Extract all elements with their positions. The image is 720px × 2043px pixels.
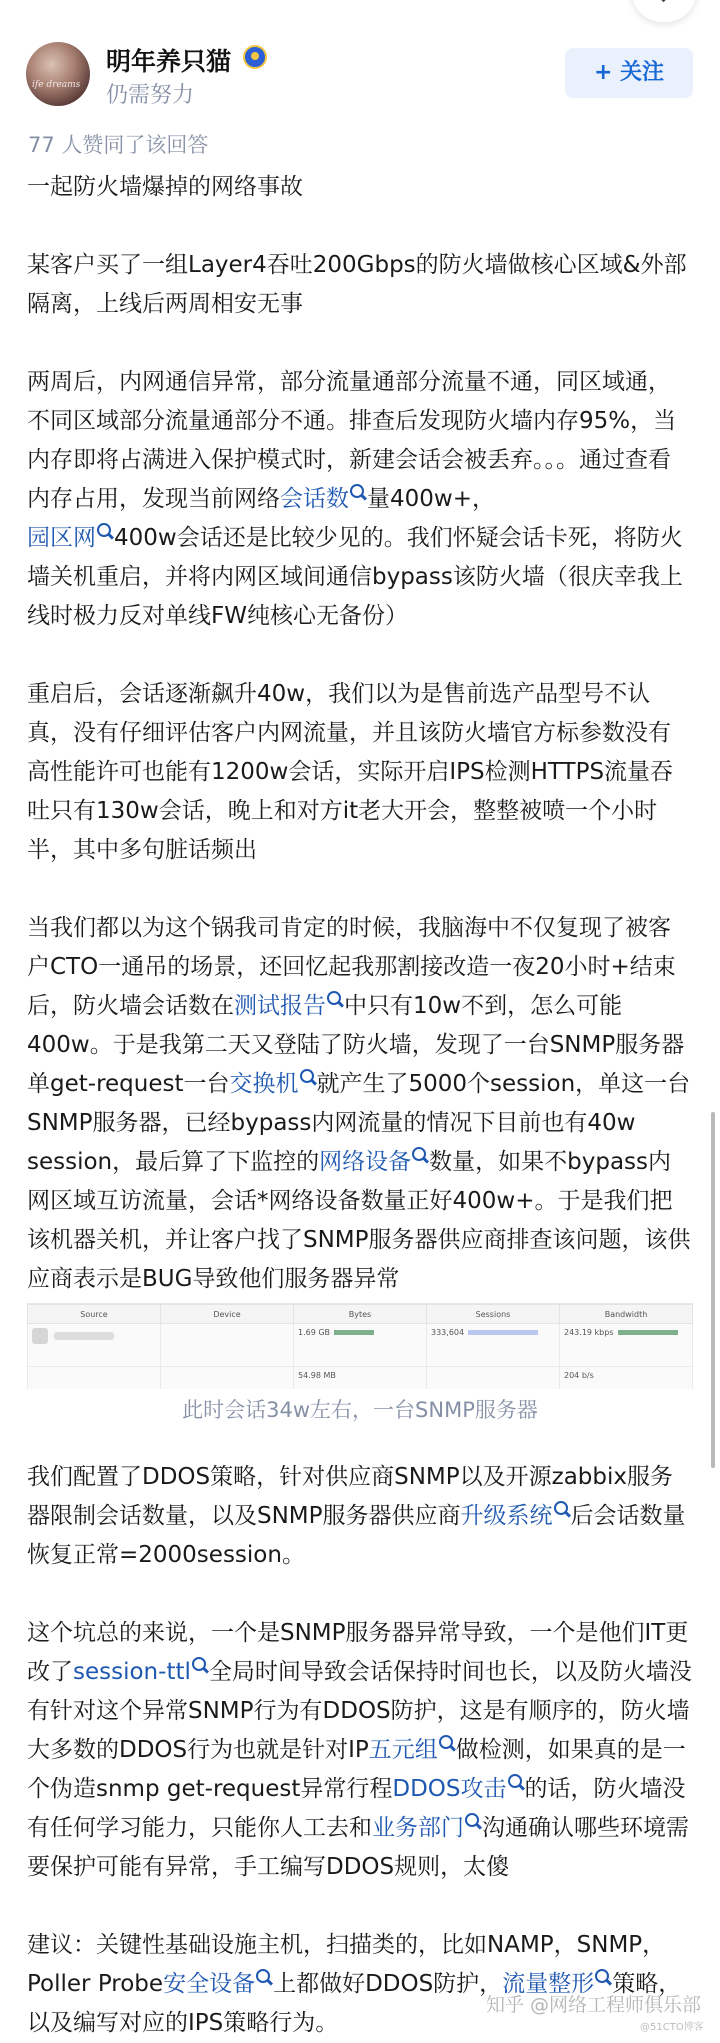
keyword-link[interactable]: 安全设备 xyxy=(163,1971,256,1997)
table-cell xyxy=(294,1324,427,1367)
paragraph-summary xyxy=(27,1614,693,1887)
author-name[interactable]: 明年养只猫 xyxy=(106,47,232,76)
text-span: 这个坑总的来说，一个是SNMP服务器异常导致，一个是他们IT更改了 xyxy=(27,1620,689,1685)
zhihu-watermark: 知乎 @网络工程师俱乐部 xyxy=(486,1994,702,2016)
table-cell xyxy=(560,1324,693,1367)
blog-watermark: @51CTO博客 xyxy=(640,2022,704,2033)
text-span: 上都做好DDOS防护， xyxy=(273,1971,503,1997)
text-span: 量400w+， xyxy=(367,486,495,512)
table-header: Device xyxy=(161,1305,294,1324)
keyword-link[interactable]: 园区网 xyxy=(27,525,96,551)
image-caption: 此时会话34w左右，一台SNMP服务器 xyxy=(182,1398,538,1422)
scrollbar[interactable] xyxy=(711,1112,715,1468)
table-header: Sessions xyxy=(427,1305,560,1324)
table-header: Bytes xyxy=(294,1305,427,1324)
keyword-link[interactable]: 业务部门 xyxy=(372,1815,464,1841)
bandwidth-value: 204 b/s xyxy=(564,1371,594,1380)
paragraph-fix xyxy=(27,1458,693,1575)
search-icon[interactable] xyxy=(97,523,111,537)
user-icon xyxy=(32,1328,48,1344)
likes-count: 77 人赞同了该回答 xyxy=(28,133,209,157)
text-span: 策略，以及编写对应的IPS策略行为。 xyxy=(27,1971,682,2036)
table-cell xyxy=(294,1367,427,1390)
text-span: 就产生了5000个session，单这一台SNMP服务器，已经bypass内网流量的情况下目前也有40w session，最后算了下监控的 xyxy=(27,1071,691,1175)
paragraph-restart: 重启后，会话逐渐飙升40w，我们以为是售前选产品型号不认真，没有仔细评估客户内网流量，并且该防火墙官方标参数没有高性能许可也能有1200w会话，实际开启IPS检测HTTPS流量吞吐只有130w会话，晚上和对方it老大开会，整整被喷一个小时半，其中多句脏话频出 xyxy=(27,681,674,863)
search-icon[interactable] xyxy=(508,1774,522,1788)
table-header: Bandwidth xyxy=(560,1305,693,1324)
text-span: 数量，如果不bypass内网区域互访流量，会话*网络设备数量正好400w+。于是我们把该机器关机，并让客户找了SNMP服务器供应商排查该问题，该供应商表示是BUG导致他们服务器异常 xyxy=(27,1149,691,1292)
table-row xyxy=(28,1324,693,1367)
table-header: Source xyxy=(28,1305,161,1324)
keyword-link[interactable]: session-ttl xyxy=(73,1659,191,1685)
text-span: 中只有10w不到，怎么可能400w。于是我第二天又登陆了防火墙，发现了一台SNMP服务器单get-request一台 xyxy=(27,993,685,1097)
redacted-text xyxy=(54,1332,114,1340)
text-span: 做检测，如果真的是一个伪造snmp get-request异常行程 xyxy=(27,1737,686,1802)
keyword-link[interactable]: 流量整形 xyxy=(502,1971,595,1997)
paragraph-investigation xyxy=(27,909,693,1299)
text-span: 当我们都以为这个锅我司肯定的时候，我脑海中不仅复现了被客户CTO一通吊的场景，还回忆起我那割接改造一夜20小时+结束后，防火墙会话数在 xyxy=(27,915,676,1019)
search-icon[interactable] xyxy=(327,991,341,1005)
search-icon[interactable] xyxy=(256,1969,270,1983)
text-span: 全局时间导致会话保持时间也长，以及防火墙没有针对这个异常SNMP行为有DDOS防护，这是有顺序的，防火墙大多数的DDOS行为也就是针对IP xyxy=(27,1659,692,1763)
embedded-screenshot[interactable] xyxy=(27,1303,693,1389)
text-span: 400w会话还是比较少见的。我们怀疑会话卡死，将防火墙关机重启，并将内网区域间通信bypass该防火墙（很庆幸我上线时极力反对单线FW纯核心无备份） xyxy=(27,525,683,629)
bandwidth-value: 243.19 kbps xyxy=(564,1328,614,1337)
keyword-link[interactable]: 五元组 xyxy=(368,1737,438,1763)
table-cell xyxy=(28,1367,161,1390)
paragraph-title: 一起防火墙爆掉的网络事故 xyxy=(27,174,303,200)
paragraph-incident xyxy=(27,363,693,636)
search-icon[interactable] xyxy=(439,1735,453,1749)
text-span: 建议：关键性基础设施主机，扫描类的，比如NAMP，SNMP，Poller Probe xyxy=(27,1932,666,1997)
bytes-value: 54.98 MB xyxy=(298,1371,336,1380)
text-span: 沟通确认哪些环境需要保护可能有异常，手工编写DDOS规则，太傻 xyxy=(27,1815,689,1880)
table-cell xyxy=(427,1324,560,1367)
follow-button[interactable]: + 关注 xyxy=(565,48,693,98)
table-cell xyxy=(161,1367,294,1390)
table-row xyxy=(28,1367,693,1390)
keyword-link[interactable]: 网络设备 xyxy=(319,1149,412,1175)
text-span: 我们配置了DDOS策略，针对供应商SNMP以及开源zabbix服务器限制会话数量，以及SNMP服务器供应商 xyxy=(27,1464,674,1529)
search-icon[interactable] xyxy=(595,1969,609,1983)
paragraph-intro: 某客户买了一组Layer4吞吐200Gbps的防火墙做核心区域&外部隔离，上线后两周相安无事 xyxy=(27,252,687,317)
table-cell xyxy=(28,1324,161,1367)
keyword-link[interactable]: 测试报告 xyxy=(234,993,326,1019)
search-icon[interactable] xyxy=(465,1813,479,1827)
paragraph-advice xyxy=(27,1926,693,2043)
search-icon[interactable] xyxy=(554,1501,568,1515)
text-span: 后会话数量恢复正常=2000session。 xyxy=(27,1503,686,1568)
answer-header xyxy=(0,0,720,120)
keyword-link[interactable]: DDOS攻击 xyxy=(392,1776,507,1802)
answer-body xyxy=(27,168,693,1299)
table-cell xyxy=(161,1324,294,1367)
author-avatar[interactable] xyxy=(26,42,90,106)
author-bio: 仍需努力 xyxy=(106,83,195,108)
bandwidth-bar xyxy=(618,1330,678,1335)
text-span: 两周后，内网通信异常，部分流量通部分流量不通，同区域通，不同区域部分流量通部分不通。排查后发现防火墙内存95%，当内存即将占满进入保护模式时，新建会话会被丢弃。。。通过查看内存占用，发现当前网络 xyxy=(27,369,677,512)
search-icon[interactable] xyxy=(350,484,364,498)
avatar-watermark: ife dreams xyxy=(32,80,81,90)
keyword-link[interactable]: 交换机 xyxy=(229,1071,299,1097)
search-icon[interactable] xyxy=(300,1069,314,1083)
table-cell xyxy=(560,1367,693,1390)
keyword-link[interactable]: 会话数 xyxy=(280,486,349,512)
table-cell xyxy=(427,1367,560,1390)
bytes-value: 1.69 GB xyxy=(298,1328,331,1337)
text-span: 的话，防火墙没有任何学习能力，只能你人工去和 xyxy=(27,1776,686,1841)
bytes-bar xyxy=(334,1330,374,1335)
verified-badge-icon xyxy=(243,45,267,69)
search-icon[interactable] xyxy=(412,1147,426,1161)
keyword-link[interactable]: 升级系统 xyxy=(460,1503,553,1529)
answer-body-continued xyxy=(27,1458,693,2043)
session-table xyxy=(27,1304,693,1389)
sessions-bar xyxy=(468,1330,538,1335)
search-icon[interactable] xyxy=(192,1657,206,1671)
sessions-value: 333,604 xyxy=(431,1328,465,1337)
